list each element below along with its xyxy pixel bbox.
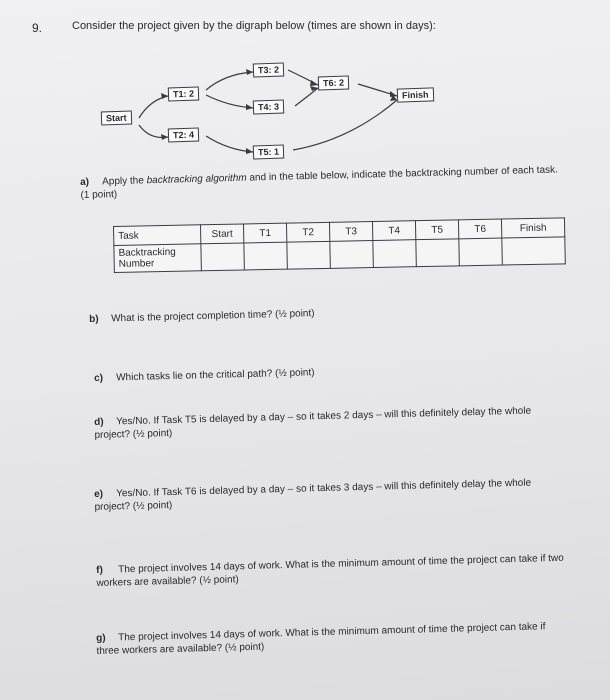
node-t6: T6: 2 [318,75,349,90]
arrowhead-t1 [161,93,168,99]
col-finish: Finish [501,218,564,238]
col-start: Start [200,224,243,244]
edge-t1-t3 [206,72,253,90]
edge-start-t1 [139,96,168,118]
arrowhead-t3 [246,69,253,75]
part-g-label: g) [96,632,106,644]
answer-cell-t2[interactable] [287,241,331,269]
col-t5: T5 [415,220,458,240]
node-t2: T2: 4 [168,127,199,142]
col-t2: T2 [286,222,329,242]
part-a-text-prefix: Apply the [102,175,147,188]
answer-cell-t3[interactable] [330,241,374,269]
part-a-text-suffix: and in the table below, indicate the backtracking number of each task. (1 point) [80,164,558,201]
answer-cell-finish[interactable] [502,237,566,265]
edge-t1-t4 [206,95,253,108]
col-t4: T4 [372,221,415,241]
arrowhead-t6b [310,86,318,91]
part-f-text: The project involves 14 days of work. What is the minimum amount of time the project can take if two workers are available? (½ point) [96,552,564,589]
arrowhead-t6a [310,80,318,86]
edge-t2-t5 [206,136,253,152]
question-prompt: Consider the project given by the digraph below (times are shown in days): [72,20,436,32]
node-t1: T1: 2 [168,86,199,101]
table-row-header-task: Task [114,225,201,246]
part-a-label: a) [80,176,90,188]
node-start: Start [101,110,132,125]
part-g-text: The project involves 14 days of work. What is the minimum amount of time the project can take if three workers are available? (½ point) [96,621,546,657]
part-b-text: What is the project completion time? (½ point) [111,308,315,325]
col-t1: T1 [243,223,286,243]
part-d-text: Yes/No. If Task T5 is delayed by a day – so it takes 2 days – will this definitely delay the whole project? (½ point) [94,405,532,441]
answer-cell-t6[interactable] [459,238,503,266]
answer-cell-t4[interactable] [373,240,417,268]
part-a-text-italic: backtracking algorithm [146,172,247,187]
part-c-text: Which tasks lie on the critical path? (½ point) [116,367,315,384]
question-number: 9. [32,21,43,35]
answer-cell-start[interactable] [201,243,245,271]
col-t3: T3 [329,222,372,242]
part-d-label: d) [94,416,104,428]
part-c-label: c) [94,372,104,384]
node-t5: T5: 1 [253,144,284,159]
part-f-label: f) [96,564,103,576]
edge-t4-t6 [295,88,318,106]
backtracking-table [113,217,566,273]
node-t3: T3: 2 [253,62,284,77]
col-t6: T6 [458,219,501,239]
arrowhead-t2 [161,134,168,140]
part-e-text: Yes/No. If Task T6 is delayed by a day – so it takes 3 days – will this definitely delay the whole project? (½ point) [94,477,532,513]
node-finish: Finish [397,87,434,102]
node-t4: T4: 3 [253,99,284,114]
answer-cell-t1[interactable] [244,242,288,270]
part-b-label: b) [89,313,99,325]
answer-cell-t5[interactable] [416,239,460,267]
table-row-header-backtracking: Backtracking Number [114,244,202,273]
part-e-label: e) [94,488,104,500]
edge-t5-finish [293,100,397,150]
